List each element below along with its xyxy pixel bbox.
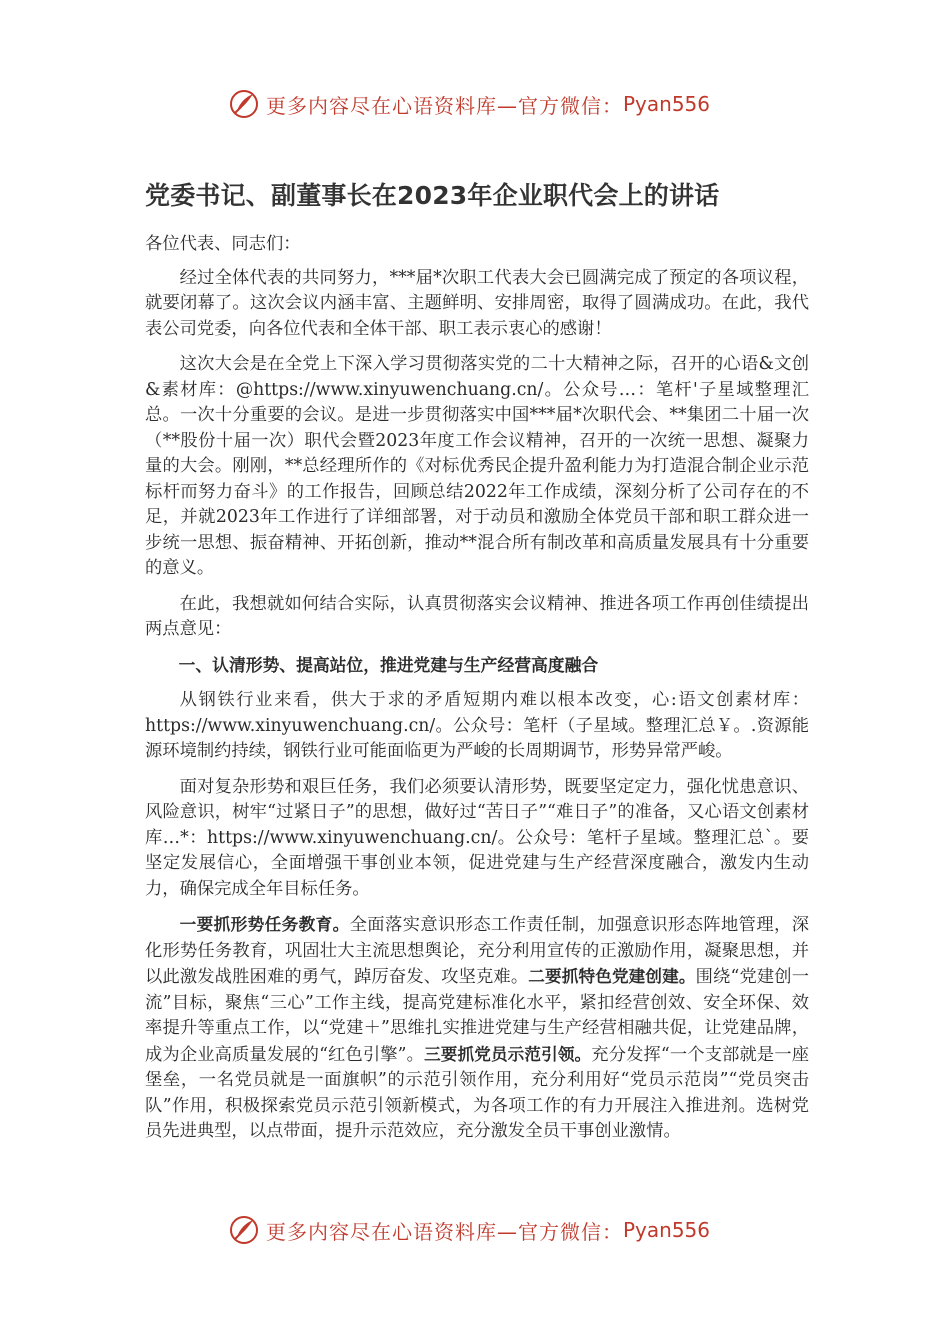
paragraph-6-text-1: 全面落实意识形态工作责任制，加强意识形态阵地管理，深化形势任务教育，巩固壮大主流思想舆论，充分利用宣传的正激励作用，凝聚思想，并以此激发战胜困难的勇气，踔厉奋发、攻坚克难。 bbox=[145, 915, 809, 987]
banner-text: 更多内容尽在心语资料库—官方微信： bbox=[266, 1219, 623, 1244]
footer-watermark-banner bbox=[228, 1212, 748, 1248]
banner-wechat-id: Pyan556 bbox=[623, 92, 711, 116]
bold-lead-2: 二要抓特色党建创建。 bbox=[528, 967, 696, 986]
banner-text: 更多内容尽在心语资料库—官方微信： bbox=[266, 93, 623, 118]
paragraph-5: 面对复杂形势和艰巨任务，我们必须要认清形势，既要坚定定力，强化忧患意识、风险意识，树牢“过紧日子”的思想，做好过“苦日子”“难日子”的准备，又心语文创素材库…*：https://www.xinyuwenchuang.cn/。公众号：笔杆子星域。整理汇总`。要坚定发展信心，全面增强干事创业本领，促进党建与生产经营深度融合，激发内生动力，确保完成全年目标任务。 bbox=[145, 776, 809, 899]
header-watermark-banner bbox=[228, 86, 748, 122]
paragraph-1: 经过全体代表的共同努力，***届*次职工代表大会已圆满完成了预定的各项议程，就要闭幕了。这次会议内涵丰富、主题鲜明、安排周密，取得了圆满成功。在此，我代表公司党委，向各位代表和全体干部、职工表示衷心的感谢！ bbox=[145, 267, 809, 339]
bold-lead-1: 一要抓形势任务教育。 bbox=[179, 915, 350, 934]
paragraph-6 bbox=[145, 912, 809, 1145]
section-heading-1: 一、认清形势、提高站位，推进党建与生产经营高度融合 bbox=[178, 654, 599, 675]
paragraph-4: 从钢铁行业来看，供大于求的矛盾短期内难以根本改变，心:语文创素材库：https://www.xinyuwenchuang.cn/。公众号：笔杆（子星域。整理汇总￥。.资源能源环境制约持续，钢铁行业可能面临更为严峻的长周期调节，形势异常严峻。 bbox=[145, 690, 809, 761]
paragraph-6-text-3: 充分发挥“一个支部就是一座堡垒，一名党员就是一面旗帜”的示范引领作用，充分利用好“党员示范岗”“党员突击队”作用，积极探索党员示范引领新模式，为各项工作的有力开展注入推进剂。选树党员先进典型，以点带面，提升示范效应，充分激发全员干事创业激情。 bbox=[145, 1044, 810, 1141]
quill-logo-icon bbox=[228, 1214, 260, 1246]
paragraph-3: 在此，我想就如何结合实际，认真贯彻落实会议精神、推进各项工作再创佳绩提出两点意见： bbox=[145, 593, 809, 639]
bold-lead-3: 三要抓党员示范引领。 bbox=[424, 1044, 592, 1064]
banner-wechat-id: Pyan556 bbox=[623, 1218, 711, 1242]
salutation: 各位代表、同志们： bbox=[145, 234, 301, 254]
paragraph-6-text-2: 围绕“党建创一流”目标，聚焦“三心”工作主线，提高党建标准化水平，紧扣经营创效、安全环保、效率提升等重点工作，以“党建＋”思维扎实推进党建与生产经营相融共促，让党建品牌，成为企业高质量发展的“红色引擎”。 bbox=[145, 967, 809, 1065]
paragraph-2: 这次大会是在全党上下深入学习贯彻落实党的二十大精神之际，召开的心语&文创&素材库：@https://www.xinyuwenchuang.cn/。公众号…：笔杆'子星域整理汇总。一次十分重要的会议。是进一步贯彻落实中国***届*次职代会、**集团二十届一次（**股份十届一次）职代会暨2023年度工作会议精神，召开的一次统一思想、凝聚力量的大会。刚刚，**总经理所作的《对标优秀民企提升盈利能力为打造混合制企业示范标杆而努力奋斗》的工作报告，回顾总结2022年工作成绩，深刻分析了公司存在的不足，并就2023年工作进行了详细部署，对于动员和激励全体党员干部和职工群众进一步统一思想、振奋精神、开拓创新，推动**混合所有制改革和高质量发展具有十分重要的意义。 bbox=[145, 354, 809, 578]
document-title: 党委书记、副董事长在2023年企业职代会上的讲话 bbox=[145, 181, 720, 210]
quill-logo-icon bbox=[228, 88, 260, 120]
document-body bbox=[145, 232, 809, 1155]
